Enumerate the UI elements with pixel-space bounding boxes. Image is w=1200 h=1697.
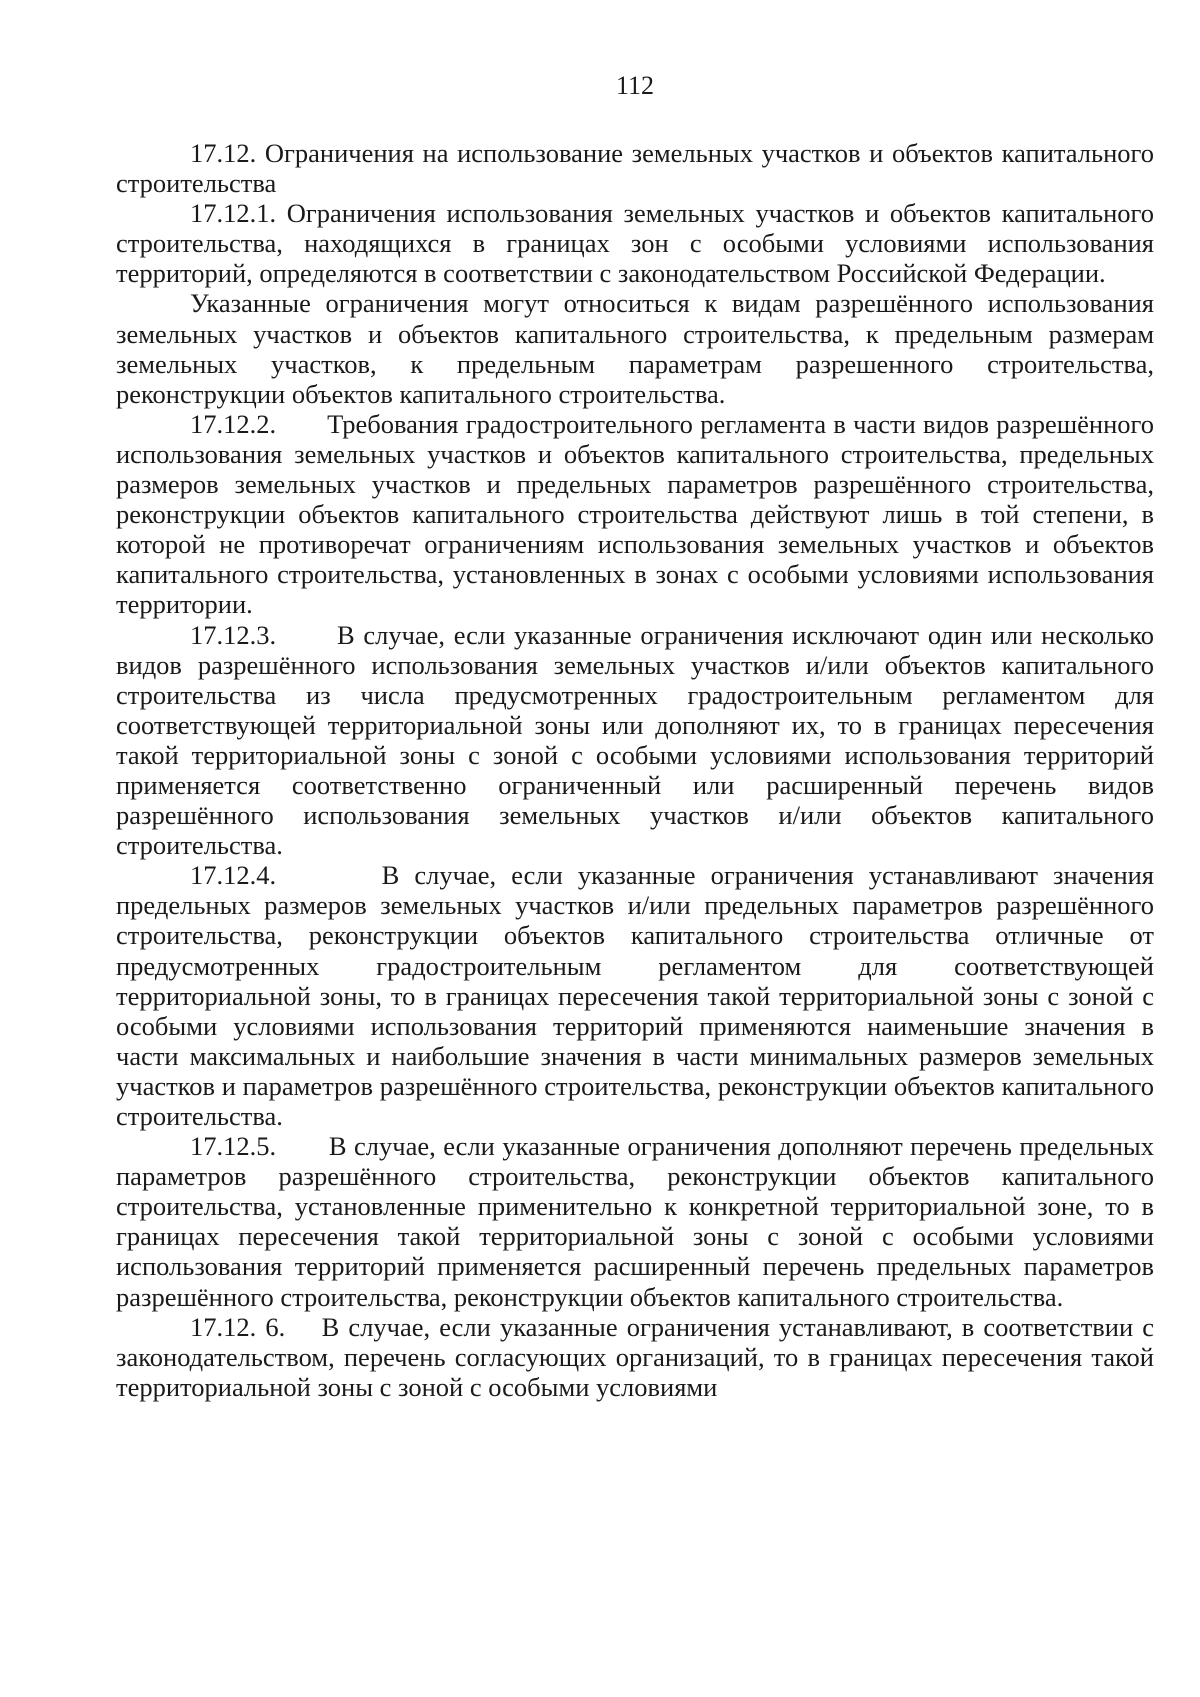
paragraph-17-12 [116, 138, 1154, 198]
paragraph-text: Ограничения на использование земельных участков и объектов капитального строительства [116, 138, 1154, 199]
paragraph-17-12-6 [116, 1312, 1154, 1402]
paragraph-text: Ограничения использования земельных участков и объектов капитального строительства, находящихся в границах зон с особыми условиями использования территорий, определяются в соответствии с законодательством Российской Федерации. [116, 198, 1154, 289]
paragraph-number: 17.12.5. [190, 1131, 277, 1162]
paragraph-text: В случае, если указанные ограничения дополняют перечень предельных параметров разрешённого строительства, реконструкции объектов капитального строительства, установленные применительно к конкретной территориальной зоне, то в границах пересечения такой территориальной зоны с зоной с особыми условиями использования территорий применяется расширенный перечень предельных параметров разрешённого строительства, реконструкции объектов капитального строительства. [116, 1131, 1154, 1312]
document-body [116, 138, 1154, 1402]
paragraph-text: В случае, если указанные ограничения исключают один или несколько видов разрешённого использования земельных участков и/или объектов капитального строительства из числа предусмотренных градостроительным регламентом для соответствующей территориальной зоны или дополняют их, то в границах пересечения такой территориальной зоны с зоной с особыми условиями использования территорий применяется соответственно ограниченный или расширенный перечень видов разрешённого использования земельных участков и/или объектов капитального строительства. [116, 619, 1155, 861]
paragraph-17-12-3 [116, 620, 1154, 861]
paragraph-restrictions-note [116, 288, 1154, 408]
paragraph-number: 17.12.3. [190, 619, 277, 650]
paragraph-17-12-5 [116, 1131, 1154, 1312]
paragraph-number: 17.12.1. [190, 198, 277, 229]
paragraph-17-12-2 [116, 409, 1154, 620]
paragraph-text: В случае, если указанные ограничения устанавливают, в соответствии с законодательством, перечень согласующих организаций, то в границах пересечения такой территориальной зоны с зоной с особыми условиями [116, 1311, 1155, 1402]
paragraph-number: 17.12.4. [190, 860, 277, 891]
paragraph-text: Указанные ограничения могут относиться к видам разрешённого использования земельных участков и объектов капитального строительства, к предельным размерам земельных участков, к предельным параметрам разрешенного строительства, реконструкции объектов капитального строительства. [116, 288, 1154, 409]
paragraph-text: В случае, если указанные ограничения устанавливают значения предельных размеров земельных участков и/или предельных параметров разрешённого строительства, реконструкции объектов капитального строительства отличные от предусмотренных градостроительным регламентом для соответствующей территориальной зоны, то в границах пересечения такой территориальной зоны с зоной с особыми условиями использования территорий применяются наименьшие значения в части максимальных и наибольшие значения в части минимальных размеров земельных участков и параметров разрешённого строительства, реконструкции объектов капитального строительства. [116, 860, 1154, 1131]
paragraph-17-12-4 [116, 860, 1154, 1131]
paragraph-number: 17.12.2. [190, 408, 277, 439]
paragraph-number: 17.12. [190, 138, 257, 168]
paragraph-17-12-1 [116, 198, 1154, 288]
paragraph-text: Требования градостроительного регламента в части видов разрешённого использования земельных участков и объектов капитального строительства, предельных размеров земельных участков и предельных параметров разрешённого строительства, реконструкции объектов капитального строительства действуют лишь в той степени, в которой не противоречат ограничениям использования земельных участков и объектов капитального строительства, установленных в зонах с особыми условиями использования территории. [116, 408, 1155, 620]
page-number: 112 [615, 71, 655, 100]
paragraph-number: 17.12. 6. [190, 1311, 286, 1342]
